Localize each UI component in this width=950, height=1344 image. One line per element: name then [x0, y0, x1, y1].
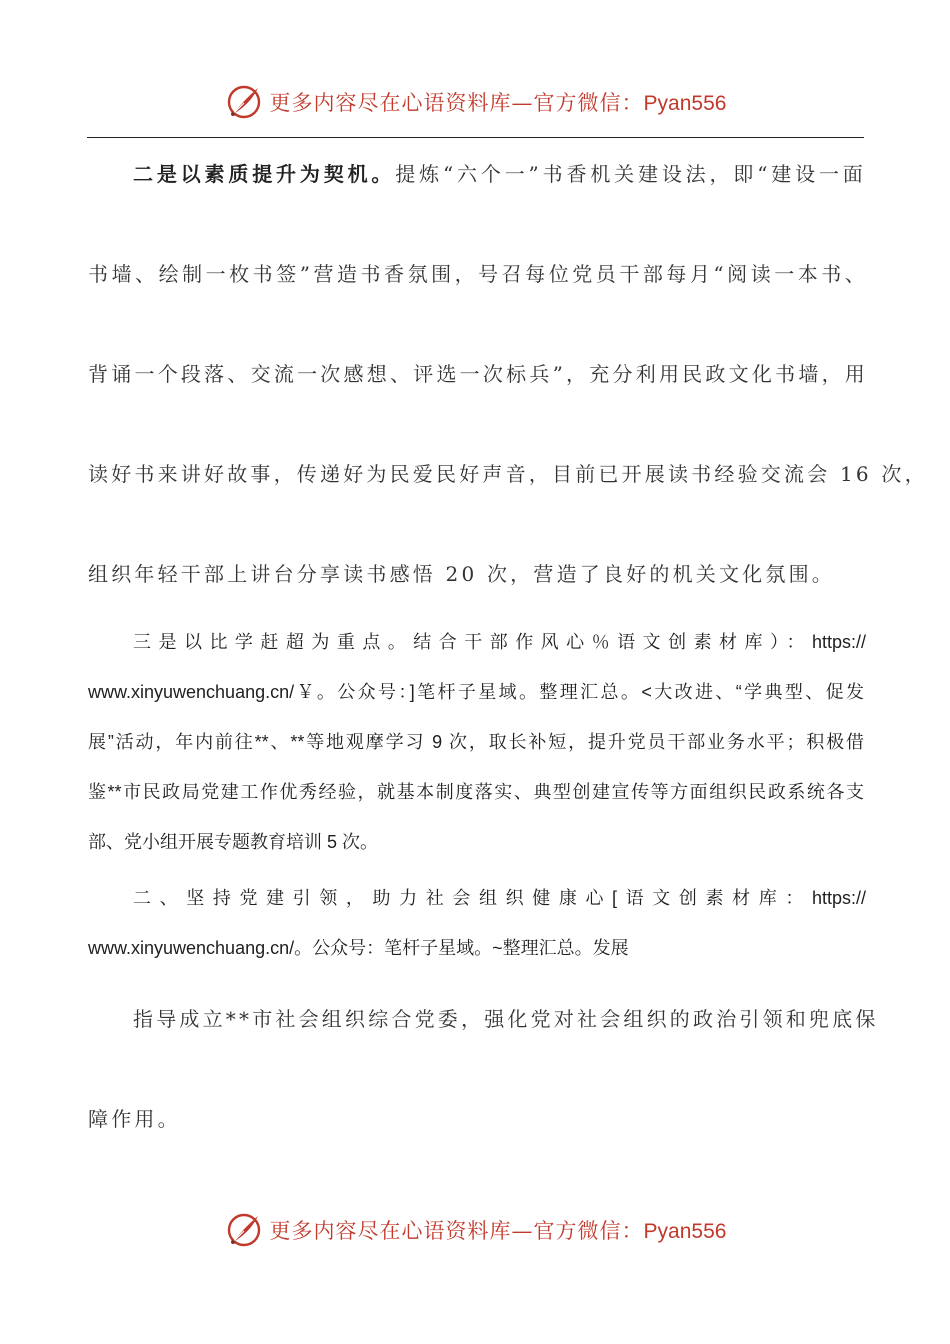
header-wechat-id: Pyan556: [643, 92, 727, 115]
header-brand: 更多内容尽在心语资料库: [269, 91, 512, 115]
footer-official: 官方微信：: [533, 1219, 644, 1243]
p3-line-1: 二、坚持党建引领，助力社会组织健康心[语文创素材库：https://: [133, 888, 866, 908]
footer-brand-text: [270, 1215, 727, 1245]
header-rule: [87, 137, 864, 138]
p1-line-1: [133, 158, 866, 187]
p2-line-5: 部、党小组开展专题教育培训 5 次。: [88, 832, 379, 852]
header-banner: [0, 80, 950, 124]
p1-line-1-rest: 提炼“六个一”书香机关建设法，即“建设一面: [395, 162, 867, 186]
p1-line-3: 背诵一个段落、交流一次感想、评选一次标兵”，充分利用民政文化书墙，用: [88, 362, 868, 386]
footer-banner: [0, 1208, 950, 1252]
p1-line-4: 读好书来讲好故事，传递好为民爱民好声音，目前已开展读书经验交流会 16 次，: [88, 462, 928, 486]
footer-brand: 更多内容尽在心语资料库: [269, 1219, 512, 1243]
p3-line-2: www.xinyuwenchuang.cn/。公众号：笔杆子星域。~整理汇总。发展: [88, 938, 629, 958]
p4-line-1: 指导成立**市社会组织综合党委，强化党对社会组织的政治引领和兜底保: [133, 1007, 879, 1031]
p2-line-4: 鉴**市民政局党建工作优秀经验，就基本制度落实、典型创建宣传等方面组织民政系统各支: [88, 782, 864, 802]
p2-line-3: 展”活动，年内前往**、**等地观摩学习 9 次，取长补短，提升党员干部业务水平；积极借: [88, 732, 864, 752]
footer-wechat-id: Pyan556: [643, 1220, 727, 1243]
p1-line-5: 组织年轻干部上讲台分享读书感悟 20 次，营造了良好的机关文化氛围。: [88, 562, 835, 586]
footer-dash: —: [511, 1219, 534, 1243]
p1-line-2: 书墙、绘制一枚书签”营造书香氛围，号召每位党员干部每月“阅读一本书、: [88, 262, 868, 286]
header-dash: —: [511, 91, 534, 115]
p2-line-2: www.xinyuwenchuang.cn/￥。公众号：]笔杆子星域。整理汇总。<大改进、“学典型、促发: [88, 682, 864, 702]
quill-logo-icon: [224, 1210, 264, 1250]
p4-line-2: 障作用。: [88, 1107, 181, 1131]
p1-lead: 二是以素质提升为契机。: [133, 162, 396, 186]
p2-line-1: 三是以比学赶超为重点。结合干部作风心％语文创素材库）：https://: [133, 632, 866, 652]
header-brand-text: [270, 87, 727, 117]
quill-logo-icon: [224, 82, 264, 122]
header-official: 官方微信：: [533, 91, 644, 115]
